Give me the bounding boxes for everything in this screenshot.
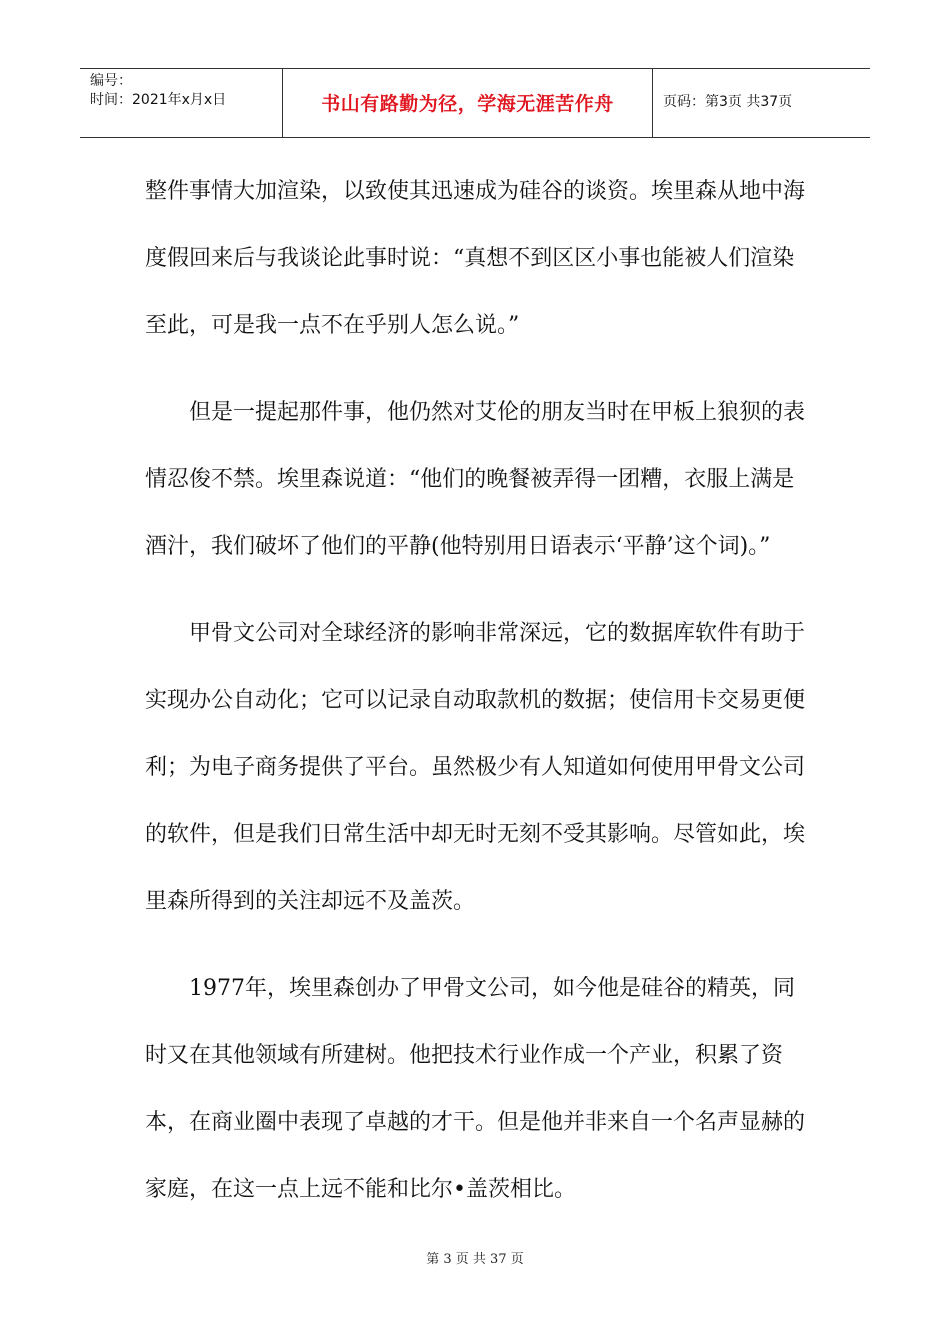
- header-motto-cell: [283, 69, 653, 137]
- body-paragraph: 1977年，埃里森创办了甲骨文公司，如今他是硅谷的精英，同时又在其他领域有所建树。他把技术行业作成一个产业，积累了资本，在商业圈中表现了卓越的才干。但是他并非来自一个名声显赫的家庭，在这一点上远不能和比尔•盖茨相比。: [145, 976, 806, 1202]
- body-paragraph: 整件事情大加渲染，以致使其迅速成为硅谷的谈资。埃里森从地中海度假回来后与我谈论此事时说：“真想不到区区小事也能被人们渲染至此，可是我一点不在乎别人怎么说。”: [145, 179, 806, 338]
- document-body: [145, 158, 810, 1223]
- body-paragraph: 甲骨文公司对全球经济的影响非常深远，它的数据库软件有助于实现办公自动化；它可以记录自动取款机的数据；使信用卡交易更便利；为电子商务提供了平台。虽然极少有人知道如何使用甲骨文公司的软件，但是我们日常生活中却无时无刻不受其影响。尽管如此，埃里森所得到的关注却远不及盖茨。: [145, 621, 806, 914]
- document-number-label: 编号：: [90, 73, 132, 89]
- header-motto: 书山有路勤为径，学海无涯苦作舟: [321, 93, 614, 115]
- header-meta-cell: [80, 69, 283, 137]
- document-date-label: 时间：2021年x月x日: [90, 92, 227, 108]
- page-footer: 第 3 页 共 37 页: [426, 1252, 524, 1267]
- header-page-cell: [653, 69, 870, 137]
- header-page-info: 页码：第3页 共37页: [663, 94, 793, 110]
- body-paragraph: 但是一提起那件事，他仍然对艾伦的朋友当时在甲板上狼狈的表情忍俊不禁。埃里森说道：“他们的晚餐被弄得一团糟，衣服上满是酒汁，我们破坏了他们的平静(他特别用日语表示‘平静’这个词)。”: [145, 400, 806, 559]
- page-header: [80, 68, 870, 138]
